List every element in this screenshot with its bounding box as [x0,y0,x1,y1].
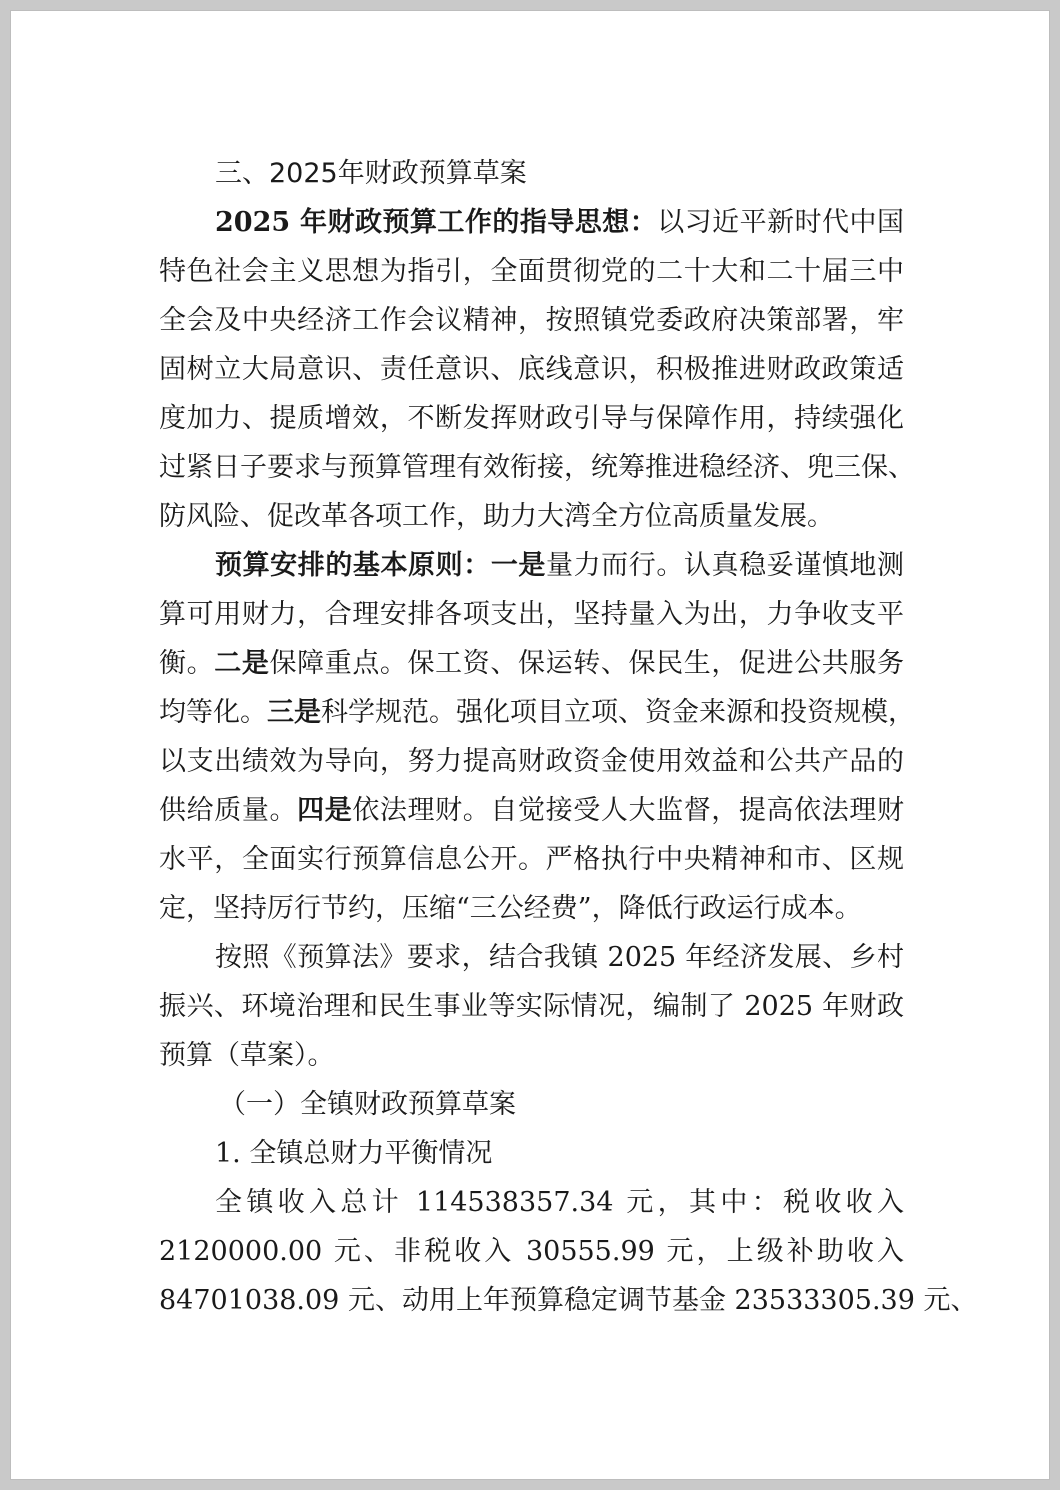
principle-marker-3: 三是 [267,697,321,728]
principle-marker-4: 四是 [297,795,353,826]
principle-marker-1: 一是 [490,550,547,581]
paragraph-line [159,688,915,737]
text-run: 以习近平新时代中国 [657,207,905,238]
text-run: 均等化。 [159,697,267,728]
principles-lead: 预算安排的基本原则： [215,550,491,581]
paragraph-line: 84701038.09 元、动用上年预算稳定调节基金 23533305.39 元、 [159,1285,978,1316]
paragraph-line: 防风险、促改革各项工作，助力大湾全方位高质量发展。 [159,501,834,532]
paragraph-line: 振兴、环境治理和民生事业等实际情况，编制了 2025 年财政 [159,991,904,1022]
paragraph-line: 2120000.00 元、非税收入 30555.99 元，上级补助收入 [159,1236,904,1267]
document-page [10,10,1050,1480]
paragraph-line: 按照《预算法》要求，结合我镇 2025 年经济发展、乡村 [215,942,904,973]
paragraph-line: 水平，全面实行预算信息公开。严格执行中央精神和市、区规 [159,844,904,875]
text-run: 科学规范。强化项目立项、资金来源和投资规模， [321,697,915,728]
text-run: 供给质量。 [159,795,298,826]
paragraph-guiding-ideology-line [159,198,904,247]
paragraph-principles-line [159,541,904,590]
paragraph-line: 固树立大局意识、责任意识、底线意识，积极推进财政政策适 [159,354,904,385]
paragraph-line: 特色社会主义思想为指引，全面贯彻党的二十大和二十届三中 [159,256,904,287]
subsubsection-heading: 1. 全镇总财力平衡情况 [215,1138,493,1169]
paragraph-line [159,639,904,688]
principle-marker-2: 二是 [214,648,270,679]
paragraph-line: 过紧日子要求与预算管理有效衔接，统筹推进稳经济、兜三保、 [159,452,915,483]
paragraph-line: 全会及中央经济工作会议精神，按照镇党委政府决策部署，牢 [159,305,904,336]
paragraph-line [159,786,904,835]
paragraph-line: 度加力、提质增效，不断发挥财政引导与保障作用，持续强化 [159,403,904,434]
text-run: 依法理财。自觉接受人大监督，提高依法理财 [352,795,905,826]
paragraph-line: 定，坚持厉行节约，压缩“三公经费”，降低行政运行成本。 [159,893,862,924]
document-body [159,149,978,1325]
paragraph-line: 以支出绩效为导向，努力提高财政资金使用效益和公共产品的 [159,746,904,777]
paragraph-line: 算可用财力，合理安排各项支出，坚持量入为出，力争收支平 [159,599,904,630]
text-run: 衡。 [159,648,215,679]
paragraph-line: 全镇收入总计 114538357.34 元，其中：税收收入 [215,1187,904,1218]
text-run: 量力而行。认真稳妥谨慎地测 [546,550,905,581]
text-run: 保障重点。保工资、保运转、保民生，促进公共服务 [269,648,905,679]
guiding-ideology-lead: 2025 年财政预算工作的指导思想： [215,207,658,238]
section-heading: 三、2025年财政预算草案 [215,158,527,189]
subsection-heading: （一）全镇财政预算草案 [219,1089,516,1120]
paragraph-line: 预算（草案）。 [159,1040,335,1071]
